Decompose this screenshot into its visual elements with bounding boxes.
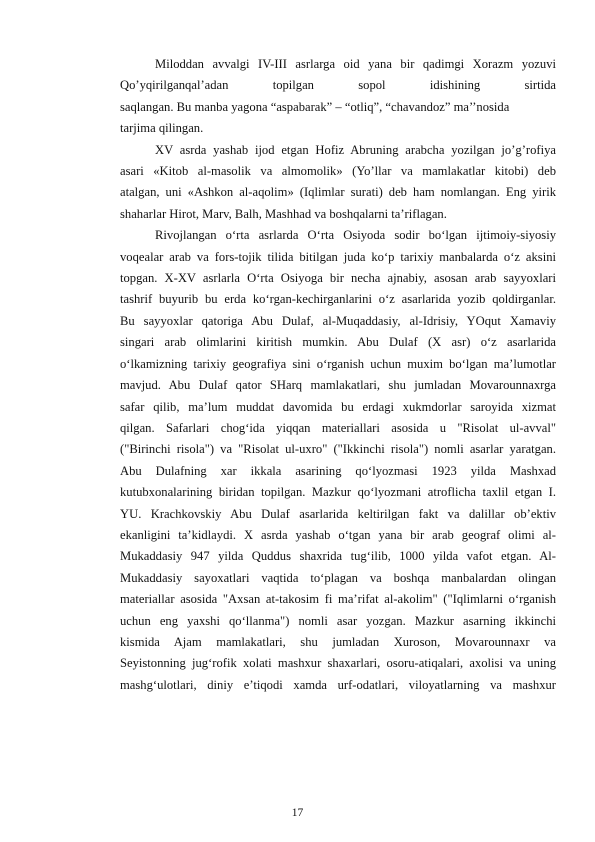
text-line: tashrif buyurib bu erda ko‘rgan-kechirganlarini o‘z asarlarida yozib qoldirganlar. bbox=[120, 292, 556, 307]
paragraph-ancient-khorezm-script bbox=[85, 54, 556, 140]
text-line: voqealar arab va fors-tojik tilida bitilgan juda ko‘p tarixiy manbalarda o‘z aksini bbox=[120, 249, 556, 264]
text-line: asari «Kitob al-masolik va almomolik» (Yo’llar va mamlakatlar kitobi) deb bbox=[120, 164, 556, 179]
text-line: materiallar asosida "Axsan at-takosim fi ma’rifat al-akolim" ("Iqlimlarni o‘rganish bbox=[120, 592, 556, 607]
text-line: Miloddan avvalgi IV-III asrlarga oid yana bir qadimgi Xorazm yozuvi bbox=[155, 57, 556, 71]
text-line: Mukaddasiy 947 yilda Quddus shaxrida tug‘ilib, 1000 yilda vafot etgan. Al- bbox=[120, 549, 556, 564]
paragraph-arab-travelers bbox=[85, 225, 556, 696]
text-line: YU. Krachkovskiy Abu Dulaf asarlarida keltirilgan fakt va dalillar ob’ektiv bbox=[120, 506, 556, 521]
text-line: XV asrda yashab ijod etgan Hofiz Abruning arabcha yozilgan jo’g’rofiya bbox=[155, 142, 556, 157]
text-line: o‘lkamizning tarixiy geografiya sini o‘rganish uchun muxim bo‘lgan ma’lumotlar bbox=[120, 356, 556, 371]
text-line: uchun eng yaxshi qo‘llanma") nomli asar yozgan. Mazkur asarning ikkinchi bbox=[120, 613, 556, 628]
text-line: Abu Dulafning xar ikkala asarining qo‘lyozmasi 1923 yilda Mashxad bbox=[120, 463, 556, 478]
text-line: safar qilib, ma’lum muddat davomida bu erdagi xukmdorlar saroyida xizmat bbox=[120, 399, 556, 414]
text-line: qilgan. Safarlari chog‘ida yiqqan materiallari asosida u "Risolat ul-avval" bbox=[120, 420, 556, 435]
text-line: kutubxonalarining biridan topilgan. Mazkur qo‘lyozmani atroflicha taxlil etgan I. bbox=[120, 485, 556, 500]
text-line: singari arab olimlarini kiritish mumkin. Abu Dulaf (X asr) o‘z asarlarida bbox=[120, 335, 556, 350]
text-line: Seyistonning jug‘rofik xolati mashxur shaxarlari, osoru-atiqalari, axolisi va uning bbox=[120, 656, 556, 671]
text-line: atalgan, uni «Ashkon al-aqolim» (Iqlimlar surati) deb ham nomlangan. Eng yirik bbox=[120, 185, 556, 200]
text-line: Rivojlangan o‘rta asrlarda O‘rta Osiyoda sodir bo‘lgan ijtimoiy-siyosiy bbox=[155, 228, 556, 243]
text-line: saqlangan. Bu manba yagona “aspabarak” – “otliq”, “chavandoz” ma’’nosida bbox=[120, 99, 510, 114]
text-line: Bu sayyoxlar qatoriga Abu Dulaf, al-Muqaddasiy, al-Idrisiy, YOqut Xamaviy bbox=[120, 313, 556, 328]
text-line: tarjima qilingan. bbox=[120, 121, 204, 136]
text-line: mavjud. Abu Dulaf qator SHarq mamlakatlari, shu jumladan Movarounnaxrga bbox=[120, 378, 556, 393]
page-number: 17 bbox=[291, 807, 304, 819]
text-line: kismida Ajam mamlakatlari, shu jumladan Xuroson, Movarounnaxr va bbox=[120, 634, 556, 649]
text-line: ("Birinchi risola") va "Risolat ul-uxro" ("Ikkinchi risola") nomli asarlar yaratgan. bbox=[120, 442, 556, 457]
document-page bbox=[85, 54, 556, 696]
text-line: Mukaddasiy sayoxatlari vaqtida to‘plagan va boshqa manbalardan olingan bbox=[120, 570, 556, 585]
text-line: ekanligini ta’kidlaydi. X asrda yashab o‘tgan yana bir arab geograf olimi al- bbox=[120, 527, 556, 542]
text-line: mashg‘ulotlari, diniy e’tiqodi xamda urf-odatlari, viloyatlarning va mashxur bbox=[120, 677, 556, 692]
text-line: Qo’yqirilganqal’adan topilgan sopol idishining sirtida bbox=[120, 78, 556, 93]
text-line: topgan. X-XV asrlarla O‘rta Osiyoga bir necha ajnabiy, asosan arab sayyoxlari bbox=[120, 271, 556, 286]
paragraph-hofiz-abru bbox=[85, 140, 556, 226]
text-line: shaharlar Hirot, Marv, Balh, Mashhad va boshqalarni ta’riflagan. bbox=[120, 206, 447, 221]
